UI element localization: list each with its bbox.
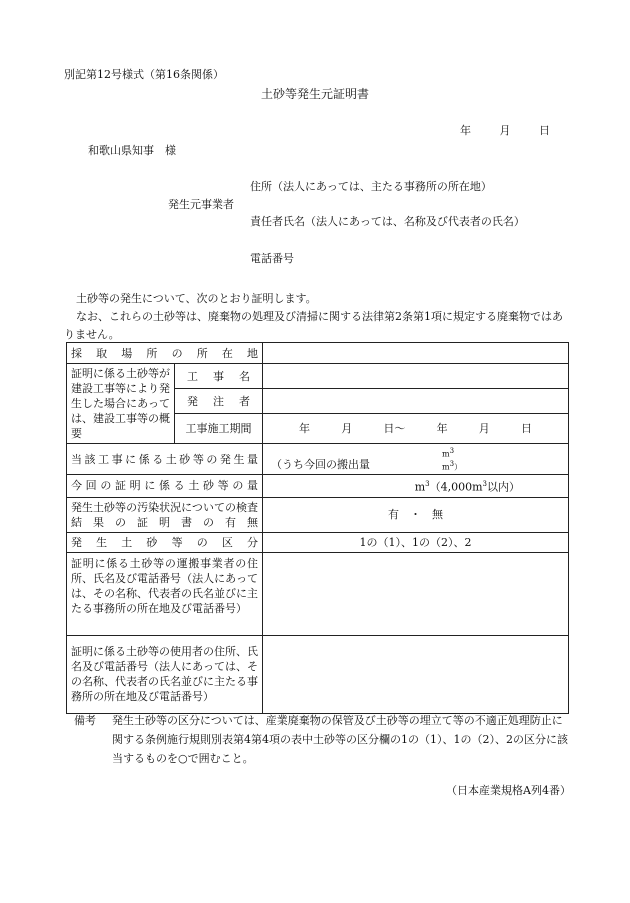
carrier-value	[263, 552, 569, 635]
period-end-month: 月	[478, 422, 490, 436]
this-amount-label: 今回の証明に係る土砂等の量	[67, 475, 263, 498]
date-day: 日	[539, 124, 550, 137]
row-category	[67, 532, 569, 552]
category-value: 1の（1）、1の（2）、2	[263, 532, 569, 552]
construction-name-value	[263, 364, 569, 389]
row-survey	[67, 497, 569, 532]
intro-statement: 土砂等の発生について、次のとおり証明します。	[76, 292, 317, 305]
period-start-month: 月	[341, 422, 353, 436]
construction-group-label: 証明に係る土砂等が建設工事等により発生した場合にあっては、建設工事等の概要	[67, 364, 175, 444]
this-amount-value: $m^3(4,000m^3$以内）	[263, 475, 569, 498]
site-location-value	[263, 343, 569, 364]
site-location-label: 採取場所の所在地	[67, 343, 263, 364]
user-label: 証明に係る土砂等の使用者の住所、氏名及び電話番号（法人にあっては、その名称、代表者の氏名並びに主たる事務所の所在地及び電話番号）	[67, 635, 263, 713]
document-title: 土砂等発生元証明書	[261, 87, 370, 101]
paper-size: （日本産業規格A列4番）	[446, 784, 571, 797]
amount-sub-unit: $m^3$）	[442, 460, 463, 472]
client-label: 発注者	[175, 389, 263, 414]
issuer-phone-label: 電話番号	[250, 252, 294, 265]
this-amount-limit-tail: 以内）	[487, 480, 520, 494]
note-label: 備考	[74, 714, 96, 727]
issuer-name-label: 責任者氏名（法人にあっては、名称及び代表者の氏名）	[250, 215, 525, 228]
carrier-label: 証明に係る土砂等の運搬事業者の住所、氏名及び電話番号（法人にあっては、その名称、代表者の氏名並びに主たる事務所の所在地及び電話番号）	[67, 552, 263, 635]
period-end-day: 日	[520, 422, 532, 436]
period-label: 工事施工期間	[175, 414, 263, 444]
date-year: 年	[460, 124, 471, 137]
amount-sub-label: （うち今回の搬出量	[271, 458, 370, 471]
this-amount-unit: m	[414, 480, 426, 494]
form-reference: 別記第12号様式（第16条関係）	[64, 68, 224, 81]
date-month: 月	[499, 124, 511, 137]
period-value	[263, 414, 569, 444]
issuer-label: 発生元事業者	[168, 198, 234, 211]
row-construction-name	[67, 364, 569, 389]
survey-label: 発生土砂等の汚染状況についての検査結果の証明書の有無	[67, 497, 263, 532]
amount-unit: $m^3$	[442, 447, 455, 459]
amount-label: 当該工事に係る土砂等の発生量	[67, 444, 263, 475]
row-carrier	[67, 552, 569, 635]
row-user	[67, 635, 569, 713]
period-start-year: 年	[299, 422, 310, 436]
survey-value: 有 ・ 無	[263, 497, 569, 532]
category-label: 発生土砂等の区分	[67, 532, 263, 552]
row-amount	[67, 444, 569, 475]
row-site-location	[67, 343, 569, 364]
construction-name-label: 工事名	[175, 364, 263, 389]
intro-disclaimer: なお、これらの土砂等は、廃棄物の処理及び清掃に関する法律第2条第1項に規定する廃棄物ではありません。	[64, 310, 563, 341]
note-text: 発生土砂等の区分については、産業廃棄物の保管及び土砂等の埋立て等の不適正処理防止に関する条例施行規則別表第4第4項の表中土砂等の区分欄の1の（1）、1の（2）、2の区分に該当するものを○で囲むこと。	[112, 714, 568, 765]
issuer-address-label: 住所（法人にあっては、主たる事務所の所在地）	[250, 180, 492, 193]
certificate-table	[66, 342, 569, 714]
period-end-year: 年	[436, 422, 448, 436]
amount-value	[263, 444, 569, 475]
date-line	[460, 122, 550, 138]
row-this-amount	[67, 475, 569, 498]
user-value	[263, 635, 569, 713]
client-value	[263, 389, 569, 414]
period-start-day: 日～	[383, 422, 406, 436]
addressee: 和歌山県知事 様	[88, 144, 176, 157]
this-amount-limit: （4,000m	[429, 480, 483, 494]
